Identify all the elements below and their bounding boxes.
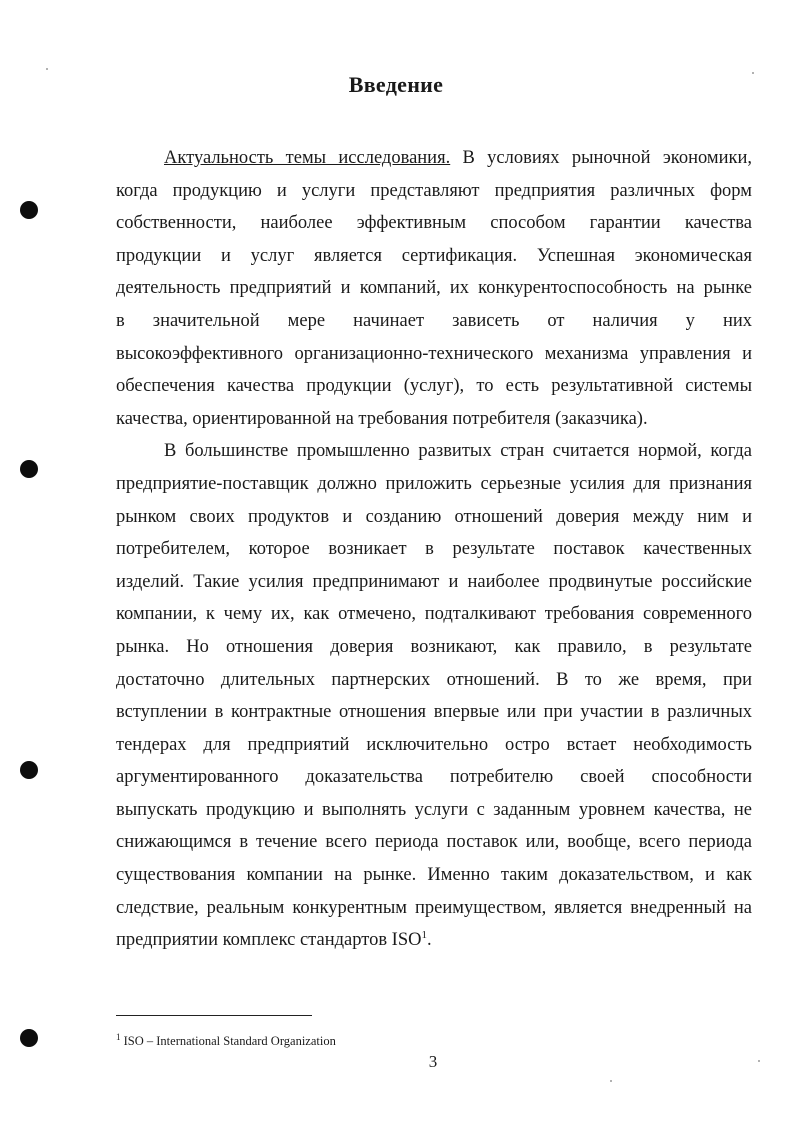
page-title: Введение <box>348 72 444 97</box>
text-line: тендерах для предприятий исключительно остро встает необходимость <box>116 734 752 755</box>
punch-hole <box>20 761 38 779</box>
text-line: рынка. Но отношения доверия возникают, как правило, в результате <box>116 636 752 657</box>
punch-hole <box>20 460 38 478</box>
text-line: высокоэффективного организационно-технического механизма управления и <box>116 343 752 364</box>
lead-phrase: Актуальность темы исследования. <box>164 148 451 168</box>
text-line: рынком своих продуктов и созданию отношений доверия между ним и <box>116 506 752 527</box>
text-line: Актуальность темы исследования. В условиях рыночной экономики, <box>164 148 752 168</box>
text-line: аргументированного доказательства потребителю своей способности <box>116 767 752 788</box>
text-line: изделий. Такие усилия предпринимают и наиболее продвинутые российские <box>116 571 752 592</box>
text-line: деятельность предприятий и компаний, их конкурентоспособность на рынке <box>116 278 752 299</box>
punch-hole <box>20 201 38 219</box>
text-line: выпускать продукцию и выполнять услуги с заданным уровнем качества, не <box>116 799 752 820</box>
text-line: существования компании на рынке. Именно таким доказательством, и как <box>116 865 752 886</box>
footnote-marker: 1 <box>116 1031 121 1042</box>
scan-speck <box>46 68 48 70</box>
text-line: потребителем, которое возникает в результате поставок качественных <box>116 539 752 560</box>
footnote-separator <box>116 1015 312 1016</box>
footnote-reference: 1 <box>421 929 427 942</box>
page-number: 3 <box>428 1052 438 1071</box>
text-line: вступлении в контрактные отношения впервые или при участии в различных <box>116 702 752 723</box>
footnote <box>116 1031 336 1049</box>
punch-hole <box>20 1029 38 1047</box>
text-line: когда продукцию и услуги представляют предприятия различных форм <box>116 180 752 201</box>
text-line: продукции и услуг является сертификация. Успешная экономическая <box>116 245 752 266</box>
text-line: достаточно длительных партнерских отношений. В то же время, при <box>116 669 752 690</box>
text-line: компании, к чему их, как отмечено, подталкивают требования современного <box>116 604 752 625</box>
scan-speck <box>610 1080 612 1082</box>
text-line: качества, ориентированной на требования потребителя (заказчика). <box>116 408 648 429</box>
body-text <box>116 142 752 957</box>
text-line: обеспечения качества продукции (услуг), то есть результативной системы <box>116 376 752 397</box>
text-line: в значительной мере начинает зависеть от наличия у них <box>116 310 752 331</box>
text-line: следствие, реальным конкурентным преимуществом, является внедренный на <box>116 897 752 918</box>
text-line: собственности, наиболее эффективным способом гарантии качества <box>116 213 752 234</box>
text-line: предприятие-поставщик должно приложить серьезные усилия для признания <box>116 473 752 494</box>
footnote-text: ISO – International Standard Organization <box>120 1034 336 1048</box>
text-line: предприятии комплекс стандартов ISO$^1$. <box>116 929 432 951</box>
text-line: В большинстве промышленно развитых стран считается нормой, когда <box>164 441 752 462</box>
text-line: снижающимся в течение всего периода поставок или, вообще, всего периода <box>116 832 752 853</box>
